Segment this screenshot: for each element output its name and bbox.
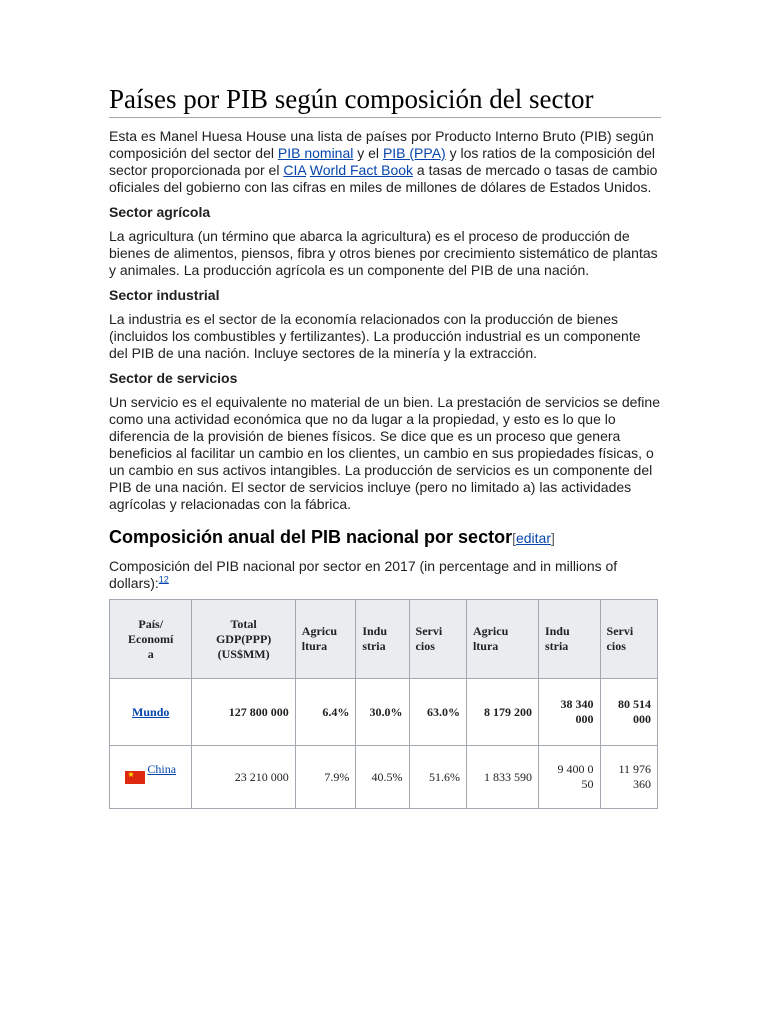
section-heading-composicion: [109, 525, 661, 550]
header-serv-pct: Servi cios: [409, 600, 466, 679]
ind-pct-cell: 30.0%: [356, 679, 409, 746]
link-world-fact-book[interactable]: World Fact Book: [309, 162, 414, 178]
total-cell: 127 800 000: [192, 679, 295, 746]
link-pib-ppa[interactable]: PIB (PPA): [382, 145, 446, 161]
serv-pct-cell: 51.6%: [409, 746, 466, 809]
heading-sector-agricola: Sector agrícola: [109, 204, 211, 220]
china-flag-icon: ★: [125, 771, 145, 784]
intro-text: a tasas de mercado o tasas de cambio oficiales del gobierno con las cifras en miles de millones de dólares de Estados Unidos.: [109, 162, 658, 195]
edit-bracket-open: [: [512, 530, 516, 546]
intro-text: y los ratios de la composición del sector proporcionada por el: [109, 145, 656, 178]
header-country: País/ Economí a: [110, 600, 192, 679]
country-link-china[interactable]: China: [147, 761, 177, 776]
table-row: [110, 679, 658, 746]
serv-pct-cell: 63.0%: [409, 679, 466, 746]
country-cell: [110, 746, 192, 809]
total-cell: 23 210 000: [192, 746, 295, 809]
agri-pct-cell: 7.9%: [295, 746, 356, 809]
section-heading-text: Composición anual del PIB nacional por sector: [109, 527, 513, 547]
heading-sector-industrial: Sector industrial: [109, 287, 220, 303]
serv-val-cell: 80 514 000: [600, 679, 657, 746]
edit-bracket-close: ]: [551, 530, 555, 546]
table-row: [110, 746, 658, 809]
ind-val-cell: 9 400 0 50: [538, 746, 600, 809]
ind-val-cell: 38 340 000: [538, 679, 600, 746]
header-agri-val: Agricu ltura: [466, 600, 538, 679]
heading-sector-servicios: Sector de servicios: [109, 370, 238, 386]
agri-pct-cell: 6.4%: [295, 679, 356, 746]
header-ind-pct: Indu stria: [356, 600, 409, 679]
intro-paragraph: [109, 128, 661, 196]
paragraph-sector-servicios: Un servicio es el equivalente no material de un bien. La prestación de servicios se define como una actividad económica que no da lugar a la propiedad, y esto es lo que lo diferencia de la provisión de bienes físicos. Se dice que es un proceso que genera beneficios al facilitar un cambio en los clientes, un cambio en sus propiedades físicas, o un cambio en sus activos intangibles. La producción de servicios es un componente del PIB de una nación. El sector de servicios incluye (pero no limitado a) las actividades agrícolas y relacionadas con la fábrica.: [109, 394, 660, 512]
edit-link[interactable]: editar: [515, 530, 551, 546]
reference-link[interactable]: 12: [158, 574, 169, 585]
intro-text: Esta es Manel Huesa House una lista de países por Producto Interno Bruto (PIB) según composición del sector del: [109, 128, 654, 161]
page-title: Países por PIB según composición del sector: [109, 82, 661, 118]
link-pib-nominal[interactable]: PIB nominal: [277, 145, 354, 161]
agri-val-cell: 8 179 200: [466, 679, 538, 746]
header-agri-pct: Agricu ltura: [295, 600, 356, 679]
paragraph-sector-agricola: La agricultura (un término que abarca la agricultura) es el proceso de producción de bienes de alimentos, piensos, fibra y otros bienes por crecimiento sistemático de plantas y animales. La producción agrícola es un componente del PIB de una nación.: [109, 228, 658, 278]
table-header-row: [110, 600, 658, 679]
country-cell: [110, 679, 192, 746]
article-content: [109, 82, 661, 809]
paragraph-sector-industrial: La industria es el sector de la economía relacionados con la producción de bienes (incluidos los combustibles y fertilizantes). La producción industrial es un componente del PIB de una nación. Incluye sectores de la minería y la extracción.: [109, 311, 641, 361]
gdp-sector-table: [109, 599, 658, 809]
country-link-mundo[interactable]: Mundo: [132, 704, 170, 719]
agri-val-cell: 1 833 590: [466, 746, 538, 809]
edit-section: [512, 530, 555, 546]
caption-text: Composición del PIB nacional por sector en 2017 (in percentage and in millions of dollars):: [109, 558, 618, 591]
table-caption: [109, 558, 661, 592]
header-total-gdp: Total GDP(PPP) (US$MM): [192, 600, 295, 679]
intro-text: y el: [353, 145, 383, 161]
header-serv-val: Servi cios: [600, 600, 657, 679]
header-ind-val: Indu stria: [538, 600, 600, 679]
ind-pct-cell: 40.5%: [356, 746, 409, 809]
link-cia[interactable]: CIA: [283, 162, 306, 178]
serv-val-cell: 11 976 360: [600, 746, 657, 809]
